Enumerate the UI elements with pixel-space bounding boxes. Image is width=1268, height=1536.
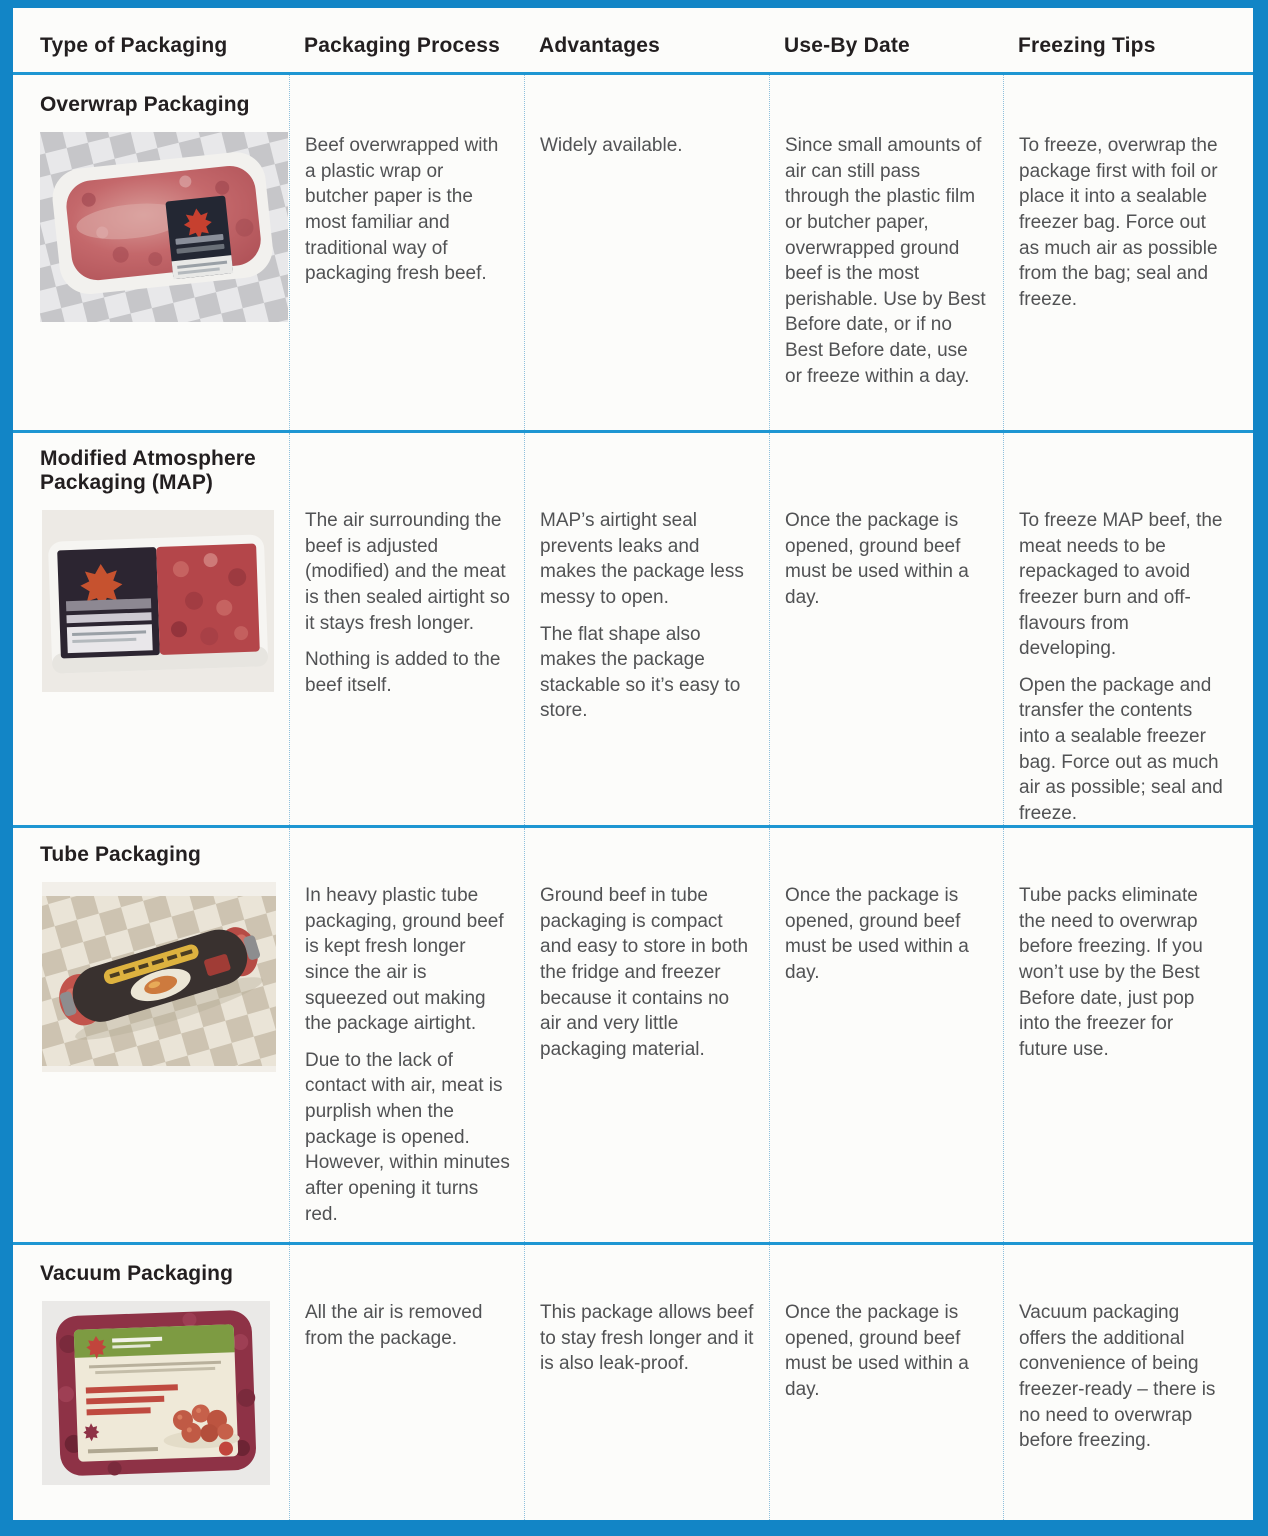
map-advantages-text-2: The flat shape also makes the package stackable so it’s easy to store. (540, 623, 741, 722)
map-process-cell (289, 433, 524, 825)
row-vacuum-type-cell (13, 1245, 289, 1520)
row-title-overwrap: Overwrap Packaging (40, 93, 250, 116)
map-process-text-2: Nothing is added to the beef itself. (305, 649, 501, 696)
map-use-by-cell (769, 433, 1003, 825)
overwrap-advantages-cell (524, 75, 769, 430)
overwrap-use-by-text: Since small amounts of air can still pass through the plastic film or butcher paper, overwrapped ground beef is the most perishable. Use by Best Before date, or if no Best Before date, use or freeze within a day. (785, 135, 986, 387)
column-header-advantages: Advantages (539, 34, 661, 57)
overwrap-package-photo (40, 132, 277, 322)
tube-process-cell (289, 828, 524, 1242)
column-header-packaging-process: Packaging Process (304, 34, 500, 57)
map-freezing-cell (1003, 433, 1253, 825)
vacuum-process-text: All the air is removed from the package. (305, 1302, 483, 1349)
vacuum-advantages-text: This package allows beef to stay fresh longer and it is also leak-proof. (540, 1302, 754, 1375)
column-header-use-by-date: Use-By Date (784, 34, 910, 57)
vacuum-freezing-text: Vacuum packaging offers the additional convenience of being freezer-ready – there is no need to overwrap before freezing. (1019, 1302, 1216, 1452)
vacuum-freezing-cell (1003, 1245, 1253, 1520)
table-row (13, 433, 1253, 825)
overwrap-process-text: Beef overwrapped with a plastic wrap or butcher paper is the most familiar and traditional way of packaging fresh beef. (305, 135, 499, 285)
vacuum-process-cell (289, 1245, 524, 1520)
tube-process-text-1: In heavy plastic tube packaging, ground beef is kept fresh longer since the air is squeezed out making the package airtight. (305, 885, 504, 1035)
vacuum-package-photo (42, 1301, 277, 1485)
map-process-text-1: The air surrounding the beef is adjusted (modified) and the meat is then sealed airtight so it stays fresh longer. (305, 510, 510, 634)
vacuum-use-by-text: Once the package is opened, ground beef must be used within a day. (785, 1302, 969, 1400)
row-overwrap-type-cell (13, 75, 289, 430)
tube-freezing-text: Tube packs eliminate the need to overwrap before freezing. If you won’t use by the Best Before date, just pop into the freezer for future use. (1019, 885, 1203, 1060)
tube-use-by-text: Once the package is opened, ground beef must be used within a day. (785, 885, 969, 983)
overwrap-freezing-cell (1003, 75, 1253, 430)
map-advantages-cell (524, 433, 769, 825)
tube-freezing-cell (1003, 828, 1253, 1242)
row-map-type-cell (13, 433, 289, 825)
row-tube-type-cell (13, 828, 289, 1242)
table-row (13, 75, 1253, 430)
overwrap-freezing-text: To freeze, overwrap the package first with foil or place it into a sealable freezer bag. Force out as much air as possible from the bag; seal and freeze. (1019, 135, 1218, 310)
vacuum-use-by-cell (769, 1245, 1003, 1520)
tube-package-photo (42, 882, 277, 1072)
map-use-by-text: Once the package is opened, ground beef must be used within a day. (785, 510, 969, 608)
vacuum-advantages-cell (524, 1245, 769, 1520)
tube-use-by-cell (769, 828, 1003, 1242)
table-header-row (13, 8, 1253, 72)
column-header-freezing-tips: Freezing Tips (1018, 34, 1156, 57)
map-freezing-text-1: To freeze MAP beef, the meat needs to be repackaged to avoid freezer burn and off-flavours from developing. (1019, 510, 1223, 660)
overwrap-advantages-text: Widely available. (540, 135, 683, 156)
row-title-tube: Tube Packaging (40, 843, 201, 866)
table-row (13, 1245, 1253, 1520)
map-tray-photo (42, 510, 277, 692)
column-header-type-of-packaging: Type of Packaging (40, 34, 228, 57)
map-freezing-text-2: Open the package and transfer the contents into a sealable freezer bag. Force out as much air as possible; seal and freeze. (1019, 674, 1223, 825)
map-advantages-text-1: MAP’s airtight seal prevents leaks and makes the package less messy to open. (540, 510, 744, 608)
tube-process-text-2: Due to the lack of contact with air, meat is purplish when the package is opened. However, within minutes after opening it turns red. (305, 1049, 510, 1225)
overwrap-use-by-cell (769, 75, 1003, 430)
row-title-map: Modified Atmosphere Packaging (MAP) (40, 447, 256, 495)
tube-advantages-cell (524, 828, 769, 1242)
overwrap-process-cell (289, 75, 524, 430)
tube-advantages-text: Ground beef in tube packaging is compact and easy to store in both the fridge and freezer because it contains no air and very little packaging material. (540, 885, 749, 1060)
row-title-vacuum: Vacuum Packaging (40, 1262, 234, 1285)
table-row (13, 828, 1253, 1242)
